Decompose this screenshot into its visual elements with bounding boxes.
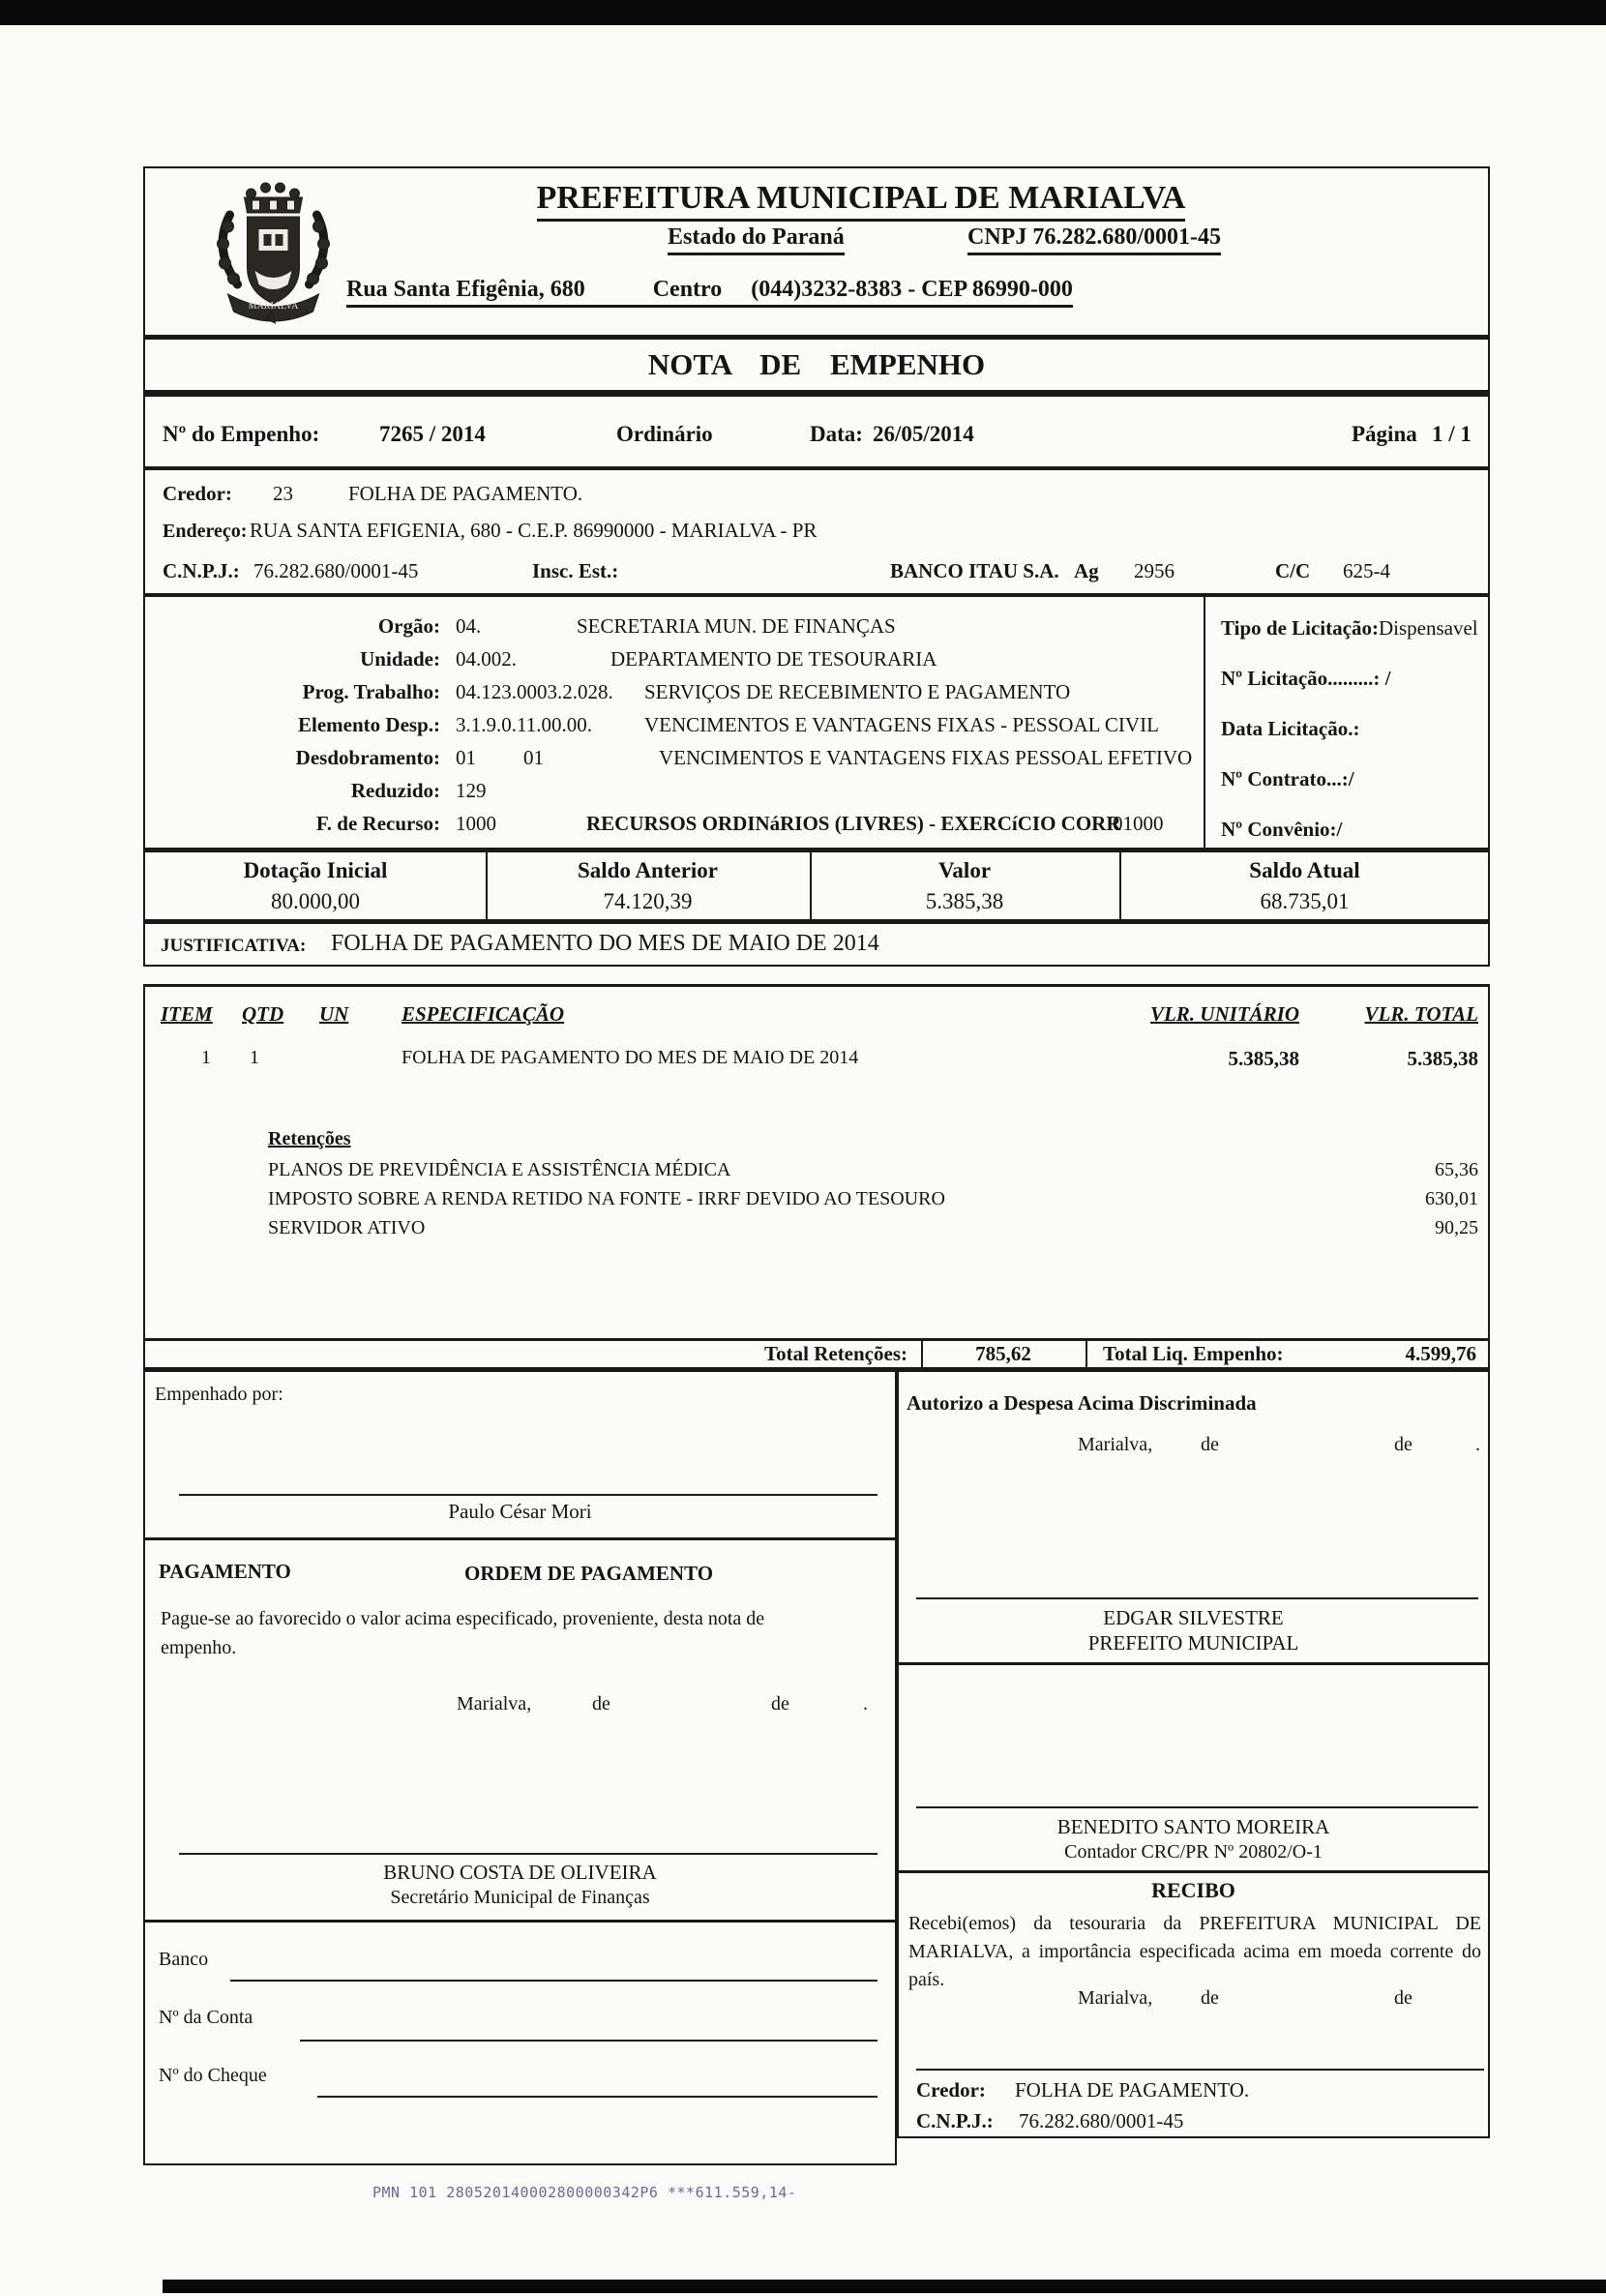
section-divider (899, 1870, 1488, 1873)
doc-title-bar (143, 337, 1490, 395)
agencia-number: 2956 (1134, 559, 1175, 582)
elemento-desp-desc: VENCIMENTOS E VANTAGENS FIXAS - PESSOAL CIVIL (644, 713, 1159, 736)
ordem-pagamento-texto: Pague-se ao favorecido o valor acima especificado, proveniente, desta nota de empenho. (161, 1608, 765, 1658)
retencao-row (268, 1188, 1478, 1210)
unidade-desc: DEPARTAMENTO DE TESOURARIA (610, 647, 937, 671)
col-item-header: ITEM (161, 1002, 213, 1026)
valor-value: 5.385,38 (925, 889, 1004, 913)
conta-fill-line (300, 2040, 877, 2042)
recibo-texto: Recebi(emos) da tesouraria da PREFEITURA MUNICIPAL DE MARIALVA, a importância especificada acima em moeda corrente do país. (908, 1913, 1481, 1990)
endereco-value: RUA SANTA EFIGENIA, 680 - C.E.P. 86990000 - MARIALVA - PR (250, 519, 818, 542)
de-word: de (771, 1693, 789, 1715)
recibo-credor-value: FOLHA DE PAGAMENTO. (1015, 2078, 1250, 2102)
bottom-right-column (897, 1370, 1490, 2138)
conta-label: C/C (1275, 559, 1311, 582)
item-especificacao: FOLHA DE PAGAMENTO DO MES DE MAIO DE 2014 (402, 1047, 859, 1068)
contador-nome: BENEDITO SANTO MOREIRA (1056, 1815, 1330, 1838)
classification-block (143, 595, 1490, 850)
dotacao-inicial-value: 80.000,00 (271, 889, 360, 913)
section-divider (145, 1920, 895, 1923)
contador-cargo: Contador CRC/PR Nº 20802/O-1 (1064, 1841, 1323, 1863)
retencao-valor: 65,36 (1435, 1159, 1478, 1180)
page-label: Página (1352, 422, 1417, 446)
saldo-atual-header: Saldo Atual (1249, 858, 1360, 882)
elemento-desp-code: 3.1.9.0.11.00.00. (456, 713, 592, 736)
desdobramento-label: Desdobramento: (295, 746, 440, 769)
totals-row (143, 1338, 1490, 1370)
desdobramento-row (155, 746, 1200, 770)
prefeito-nome: EDGAR SILVESTRE (1103, 1606, 1284, 1629)
doc-title: NOTA DE EMPENHO (647, 347, 986, 381)
saldo-anterior-value: 74.120,39 (603, 889, 693, 913)
endereco-label: Endereço: (163, 521, 248, 542)
empenho-type: Ordinário (616, 422, 713, 446)
cidade: Marialva, (1078, 1987, 1153, 2009)
empenhado-por-nome: Paulo César Mori (448, 1500, 592, 1523)
coat-of-arms-logo (189, 176, 358, 331)
items-table (143, 984, 1490, 1338)
pagamento-label: PAGAMENTO (159, 1560, 291, 1583)
secretario-nome: BRUNO COSTA DE OLIVEIRA (383, 1861, 657, 1884)
ponto-final: . (1475, 1434, 1480, 1455)
saldo-anterior-header: Saldo Anterior (577, 858, 719, 882)
scan-artifact-bottom-bar (163, 2280, 1606, 2293)
retencao-desc: IMPOSTO SOBRE A RENDA RETIDO NA FONTE - IRRF DEVIDO AO TESOURO (268, 1188, 945, 1209)
retencao-valor: 90,25 (1435, 1217, 1478, 1238)
cidade: Marialva, (457, 1693, 532, 1715)
col-un-header: UN (319, 1002, 349, 1026)
num-conta-label: Nº da Conta (159, 2007, 253, 2028)
printer-control-code: PMN 101 280520140002800000342P6 ***611.559,14- (372, 2184, 797, 2201)
cidade: Marialva, (1078, 1434, 1153, 1455)
tipo-licitacao-value: Dispensavel (1378, 616, 1478, 640)
retencao-valor: 630,01 (1425, 1188, 1478, 1209)
banco-fill-line (230, 1980, 877, 1982)
page-number: 1 / 1 (1432, 422, 1472, 446)
item-vlr-total: 5.385,38 (1407, 1047, 1478, 1070)
total-retencoes-value: 785,62 (975, 1342, 1031, 1365)
orgao-label: Orgão: (377, 614, 440, 638)
signature-line (179, 1494, 877, 1496)
empenho-date: 26/05/2014 (873, 422, 974, 446)
autorizo-titulo: Autorizo a Despesa Acima Discriminada (907, 1391, 1257, 1415)
fonte-recurso-extra-code: 01000 (1113, 812, 1164, 835)
tipo-licitacao-label: Tipo de Licitação: (1221, 616, 1379, 640)
recibo-cnpj-label: C.N.P.J.: (916, 2109, 994, 2132)
municipality-title-wrap (377, 180, 1345, 222)
prog-trabalho-row (155, 680, 1200, 704)
total-liq-empenho-label: Total Liq. Empenho: (1103, 1342, 1284, 1365)
classification-divider (1204, 597, 1205, 848)
retencao-row (268, 1217, 1478, 1239)
secretario-cargo: Secretário Municipal de Finanças (390, 1887, 650, 1908)
header-address-line (346, 277, 1073, 308)
section-divider (145, 1537, 895, 1540)
ordem-pagamento-title: ORDEM DE PAGAMENTO (464, 1562, 714, 1585)
signature-line (916, 2069, 1484, 2071)
retencao-desc: SERVIDOR ATIVO (268, 1217, 426, 1238)
elemento-desp-row (155, 713, 1200, 737)
signature-line (179, 1853, 877, 1855)
credor-cnpj: 76.282.680/0001-45 (253, 559, 419, 582)
retencao-desc: PLANOS DE PREVIDÊNCIA E ASSISTÊNCIA MÉDICA (268, 1159, 731, 1180)
justificativa-text: FOLHA DE PAGAMENTO DO MES DE MAIO DE 2014 (331, 931, 879, 956)
elemento-desp-label: Elemento Desp.: (298, 713, 440, 736)
fonte-recurso-desc: RECURSOS ORDINáRIOS (LIVRES) - EXERCíCIO CORR (586, 812, 1121, 835)
item-qtd: 1 (250, 1047, 259, 1068)
justificativa-row (143, 922, 1490, 967)
cheque-fill-line (317, 2096, 877, 2098)
header-street: Rua Santa Efigênia, 680 (346, 277, 585, 302)
num-contrato-line: Nº Contrato...:/ (1221, 767, 1354, 790)
justificativa-label: JUSTIFICATIVA: (161, 936, 307, 956)
de-word: de (1201, 1434, 1219, 1455)
orgao-row (155, 614, 1200, 639)
unidade-label: Unidade: (360, 647, 440, 671)
totals-divider-2 (1086, 1341, 1087, 1367)
desdobramento-desc: VENCIMENTOS E VANTAGENS FIXAS PESSOAL EFETIVO (659, 746, 1193, 769)
retencao-row (268, 1159, 1478, 1181)
empenhado-por-label: Empenhado por: (155, 1384, 283, 1405)
empenho-number-label: Nº do Empenho: (163, 422, 320, 446)
fonte-recurso-row (155, 812, 1200, 836)
de-word: de (1394, 1434, 1413, 1455)
orgao-desc: SECRETARIA MUN. DE FINANÇAS (577, 614, 896, 638)
header-cnpj: CNPJ 76.282.680/0001-45 (967, 224, 1221, 255)
banco-name: BANCO ITAU S.A. (890, 559, 1059, 582)
insc-est-label: Insc. Est.: (532, 559, 619, 582)
data-licitacao-line: Data Licitação.: (1221, 717, 1360, 740)
credor-code: 23 (273, 482, 293, 505)
prefeito-cargo: PREFEITO MUNICIPAL (1087, 1631, 1299, 1655)
num-cheque-label: Nº do Cheque (159, 2065, 267, 2086)
tipo-licitacao-line (1221, 616, 1478, 641)
item-vlr-unitario: 5.385,38 (1228, 1047, 1299, 1070)
col-vlr-total-header: VLR. TOTAL (1364, 1002, 1478, 1026)
prog-trabalho-desc: SERVIÇOS DE RECEBIMENTO E PAGAMENTO (644, 680, 1071, 703)
valor-header: Valor (937, 858, 992, 882)
prog-trabalho-label: Prog. Trabalho: (302, 680, 440, 703)
empenho-number-row (143, 395, 1490, 468)
reduzido-label: Reduzido: (350, 779, 440, 802)
bottom-left-column (143, 1370, 897, 2165)
prog-trabalho-code: 04.123.0003.2.028. (456, 680, 613, 703)
de-word: de (592, 1693, 610, 1715)
credor-name: FOLHA DE PAGAMENTO. (348, 482, 583, 505)
credor-label: Credor: (163, 482, 232, 505)
credor-block (143, 468, 1490, 595)
recibo-credor-label: Credor: (916, 2078, 986, 2102)
scan-artifact-top-bar (0, 0, 1606, 25)
dotacao-inicial-header: Dotação Inicial (243, 858, 388, 882)
credor-cnpj-label: C.N.P.J.: (163, 559, 240, 582)
document-header (143, 166, 1490, 337)
state-label: Estado do Paraná (668, 224, 845, 255)
num-licitacao-line: Nº Licitação.........: / (1221, 667, 1391, 690)
fonte-recurso-code: 1000 (456, 812, 496, 835)
svg-text:MARIALVA: MARIALVA (248, 301, 299, 312)
recibo-cnpj-value: 76.282.680/0001-45 (1019, 2109, 1184, 2132)
de-word: de (1201, 1987, 1219, 2009)
section-divider (899, 1662, 1488, 1665)
total-liq-empenho-value: 4.599,76 (1405, 1342, 1476, 1365)
num-convenio-line: Nº Convênio:/ (1221, 818, 1343, 841)
de-word: de (1394, 1987, 1413, 2009)
marialva-coat-of-arms-icon (189, 176, 358, 331)
total-retencoes-label: Total Retenções: (764, 1342, 907, 1365)
orgao-code: 04. (456, 614, 482, 638)
retencoes-title: Retenções (268, 1128, 351, 1149)
conta-number: 625-4 (1343, 559, 1390, 582)
desdobramento-code2: 01 (523, 746, 544, 769)
fonte-recurso-label: F. de Recurso: (315, 812, 440, 835)
header-district: Centro (652, 277, 723, 302)
signature-line (916, 1597, 1478, 1599)
saldo-atual-value: 68.735,01 (1260, 889, 1350, 913)
reduzido-code: 129 (456, 779, 487, 802)
reduzido-row (155, 779, 1200, 803)
agencia-label: Ag (1074, 559, 1099, 582)
col-espec-header: ESPECIFICAÇÃO (402, 1002, 565, 1026)
recibo-titulo: RECIBO (1151, 1878, 1235, 1902)
empenho-date-label: Data: (810, 422, 863, 446)
ponto-final: . (863, 1693, 868, 1715)
col-vlr-unitario-header: VLR. UNITÁRIO (1149, 1002, 1299, 1026)
municipality-title: PREFEITURA MUNICIPAL DE MARIALVA (537, 180, 1186, 222)
item-number: 1 (201, 1047, 211, 1068)
header-phone-cep: (044)3232-8383 - CEP 86990-000 (751, 277, 1073, 302)
col-qtd-header: QTD (242, 1002, 284, 1026)
dotacao-table (143, 850, 1490, 922)
desdobramento-code: 01 (456, 746, 476, 769)
signature-line (916, 1806, 1478, 1808)
unidade-row (155, 647, 1200, 671)
empenho-number: 7265 / 2014 (379, 422, 486, 446)
banco-label: Banco (159, 1949, 209, 1970)
unidade-code: 04.002. (456, 647, 517, 671)
